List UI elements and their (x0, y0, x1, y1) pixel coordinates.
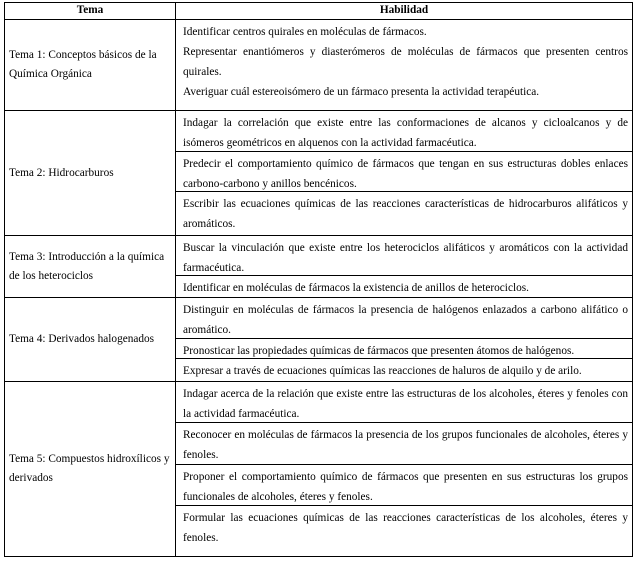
habilidad-item: Identificar en moléculas de fármacos la existencia de anillos de heterociclos. (183, 282, 529, 295)
habilidades-cell (176, 298, 632, 381)
habilidad-item: Escribir las ecuaciones químicas de las reacciones características de hidrocarburos alifáticos y aromáticos. (183, 198, 628, 231)
habilidad-item: Proponer el comportamiento químico de fármacos que presenten en sus estructuras los grupos funcionales de alcoholes, éteres y fenoles. (176, 465, 632, 506)
habilidad-item: Identificar centros quirales en moléculas de fármacos. (183, 26, 427, 38)
temas-table (4, 2, 633, 557)
habilidad-item: Indagar acerca de la relación que existe entre las estructuras de los alcoholes, éteres y fenoles con la actividad farmacéutica. (176, 382, 632, 423)
habilidades-cell (176, 382, 632, 556)
tema-title: Tema 5: Compuestos hidroxílicos y derivados (5, 382, 176, 556)
table-row-tema-5 (5, 382, 632, 556)
table-row-tema-4 (5, 298, 632, 382)
habilidad-item: Distinguir en moléculas de fármacos la presencia de halógenos enlazados a carbono alifático o aromático. (176, 298, 632, 339)
tema-title: Tema 3: Introducción a la química de los heterociclos (5, 236, 176, 297)
habilidades-cell (176, 111, 632, 235)
habilidad-item: Indagar la correlación que existe entre las conformaciones de alcanos y cicloalcanos y de isómeros geométricos en alquenos con la actividad farmacéutica. (176, 111, 632, 152)
habilidad-item: Formular las ecuaciones químicas de las reacciones características de los alcoholes, éteres y fenoles. (183, 512, 628, 544)
tema-title: Tema 4: Derivados halogenados (5, 298, 176, 381)
table-row-tema-3 (5, 236, 632, 298)
document-page (4, 2, 633, 557)
habilidad-item: Buscar la vinculación que existe entre los heterociclos alifáticos y aromáticos con la actividad farmacéutica. (176, 236, 632, 276)
tema-title: Tema 1: Conceptos básicos de la Química Orgánica (5, 20, 176, 110)
habilidad-item: Pronosticar las propiedades químicas de fármacos que presenten átomos de halógenos. (176, 339, 632, 359)
habilidad-item: Reconocer en moléculas de fármacos la presencia de los grupos funcionales de alcoholes, éteres y fenoles. (176, 423, 632, 465)
table-header-row (5, 3, 632, 20)
tema-title: Tema 2: Hidrocarburos (5, 111, 176, 235)
table-row-tema-1 (5, 20, 632, 111)
habilidades-cell (176, 20, 632, 110)
header-tema: Tema (5, 3, 176, 19)
table-row-tema-2 (5, 111, 632, 236)
habilidad-item: Representar enantiómeros y diasterómeros de moléculas de fármacos que presenten centros quirales. (183, 45, 628, 78)
habilidades-cell (176, 236, 632, 297)
habilidad-item: Predecir el comportamiento químico de fármacos que tengan en sus estructuras dobles enlaces carbono-carbono y anillos bencénicos. (176, 152, 632, 193)
habilidad-item: Expresar a través de ecuaciones químicas las reacciones de haluros de alquilo y de arilo. (183, 365, 582, 378)
habilidad-item: Averiguar cuál estereoisómero de un fármaco presenta la actividad terapéutica. (183, 86, 540, 99)
header-habilidad: Habilidad (379, 4, 429, 17)
